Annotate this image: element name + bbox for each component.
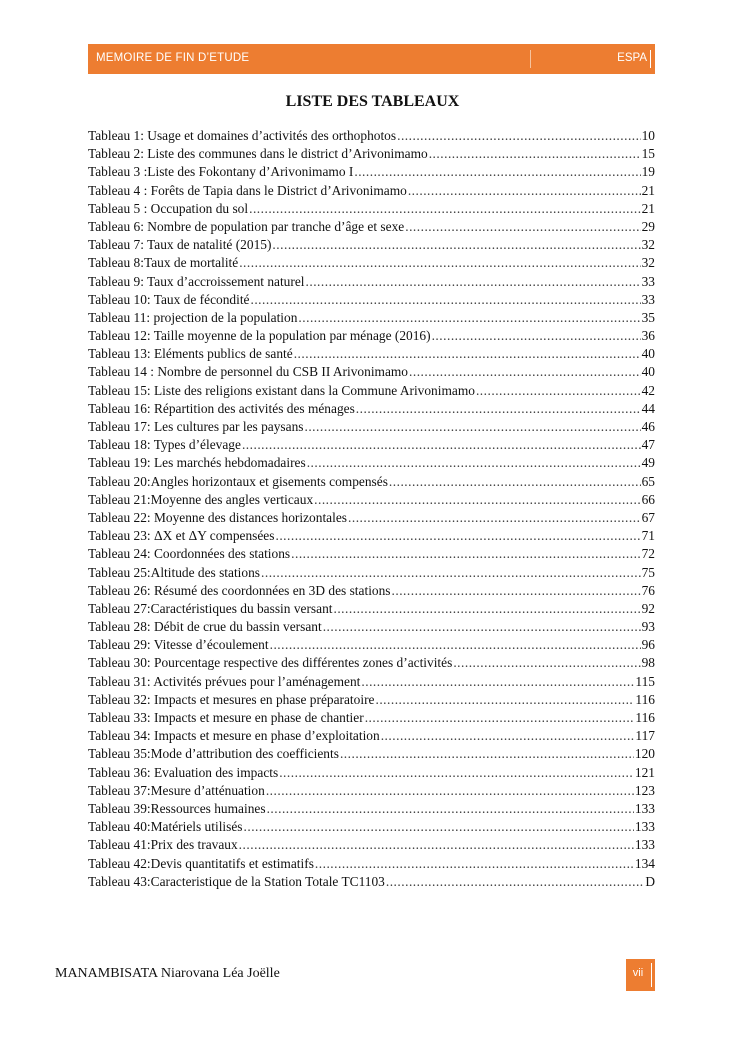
toc-entry[interactable] (88, 818, 655, 836)
toc-leader-dots (354, 163, 640, 181)
toc-entry-page: 133 (634, 800, 655, 816)
toc-leader-dots (397, 127, 641, 145)
toc-entry-page: 116 (635, 691, 655, 707)
toc-entry-label: Tableau 20:Angles horizontaux et gisements compensés (88, 473, 388, 489)
toc-entry-page: 115 (635, 673, 655, 689)
toc-leader-dots (266, 782, 634, 800)
toc-entry-page: 21 (641, 182, 655, 198)
toc-entry-page: 19 (641, 164, 655, 180)
toc-entry[interactable] (88, 127, 655, 145)
toc-entry[interactable] (88, 327, 655, 345)
toc-entry-page: 117 (635, 728, 655, 744)
toc-entry-label: Tableau 10: Taux de fécondité (88, 291, 250, 307)
toc-entry[interactable] (88, 254, 655, 272)
toc-entry-page: 46 (641, 419, 655, 434)
toc-leader-dots (409, 363, 641, 381)
toc-entry-label: Tableau 42:Devis quantitatifs et estimatifs (88, 855, 314, 871)
toc-entry[interactable] (88, 236, 655, 254)
toc-entry-label: Tableau 17: Les cultures par les paysans (88, 419, 304, 434)
toc-entry-label: Tableau 26: Résumé des coordonnées en 3D des stations (88, 582, 391, 598)
toc-entry-label: Tableau 18: Types d’élevage (88, 437, 241, 453)
toc-entry[interactable] (88, 182, 655, 200)
toc-entry-label: Tableau 40:Matériels utilisés (88, 819, 243, 835)
page-title: LISTE DES TABLEAUX (285, 93, 460, 110)
toc-entry-page: 29 (641, 218, 655, 234)
toc-entry-label: Tableau 6: Nombre de population par tranche d’âge et sexe (88, 218, 405, 234)
toc-entry-page: 134 (634, 855, 655, 871)
toc-entry-page: 121 (634, 764, 655, 780)
toc-leader-dots (348, 509, 641, 527)
toc-entry-label: Tableau 22: Moyenne des distances horizontales (88, 509, 347, 525)
toc-entry[interactable] (88, 545, 655, 563)
toc-leader-dots (298, 309, 640, 327)
toc-entry-label: Tableau 21:Moyenne des angles verticaux (88, 491, 314, 507)
header-right-divider (650, 50, 651, 68)
toc-entry[interactable] (88, 273, 655, 291)
toc-leader-dots (476, 382, 641, 400)
toc-entry[interactable] (88, 491, 655, 509)
toc-entry-page: 93 (641, 619, 655, 635)
toc-entry-page: 44 (641, 400, 655, 416)
toc-entry[interactable] (88, 618, 655, 636)
toc-leader-dots (291, 545, 640, 563)
toc-entry-page: 33 (641, 291, 655, 307)
toc-entry[interactable] (88, 873, 655, 891)
toc-entry[interactable] (88, 600, 655, 618)
toc-entry-label: Tableau 43:Caracteristique de la Station Totale TC1103 (88, 873, 385, 889)
toc-entry-page: 36 (641, 328, 655, 344)
toc-leader-dots (381, 727, 635, 745)
toc-entry[interactable] (88, 745, 655, 763)
toc-entry-page: 92 (641, 600, 655, 616)
toc-entry-label: Tableau 13: Eléments publics de santé (88, 346, 293, 362)
toc-leader-dots (261, 564, 641, 582)
toc-leader-dots (307, 454, 641, 472)
toc-entry[interactable] (88, 163, 655, 181)
toc-entry[interactable] (88, 418, 655, 436)
toc-leader-dots (250, 291, 640, 309)
toc-entry-label: Tableau 14 : Nombre de personnel du CSB II Arivonimamo (88, 364, 409, 380)
toc-entry-label: Tableau 31: Activités prévues pour l’aménagement (88, 673, 361, 689)
toc-entry[interactable] (88, 382, 655, 400)
toc-leader-dots (275, 527, 640, 545)
toc-entry-label: Tableau 2: Liste des communes dans le district d’Arivonimamo (88, 146, 428, 162)
toc-entry[interactable] (88, 400, 655, 418)
toc-entry-label: Tableau 19: Les marchés hebdomadaires (88, 455, 306, 471)
toc-leader-dots (244, 818, 634, 836)
toc-entry-page: 123 (634, 782, 655, 798)
footer-author: MANAMBISATA Niarovana Léa Joëlle (55, 966, 280, 981)
toc-leader-dots (361, 673, 634, 691)
toc-leader-dots (294, 345, 641, 363)
toc-entry[interactable] (88, 473, 655, 491)
toc-entry[interactable] (88, 673, 655, 691)
table-list (88, 127, 655, 891)
header-divider (530, 50, 531, 68)
toc-entry-page: 15 (641, 146, 655, 162)
toc-leader-dots (315, 855, 634, 873)
toc-entry[interactable] (88, 363, 655, 381)
toc-entry-page: 42 (641, 382, 655, 398)
toc-entry[interactable] (88, 855, 655, 873)
footer-divider (651, 963, 652, 987)
toc-leader-dots (356, 400, 641, 418)
toc-leader-dots (389, 473, 641, 491)
toc-leader-dots (386, 873, 644, 891)
toc-leader-dots (405, 218, 640, 236)
toc-leader-dots (432, 327, 641, 345)
toc-entry-page: 49 (641, 455, 655, 471)
page-number-box (626, 959, 655, 991)
toc-entry-label: Tableau 37:Mesure d’atténuation (88, 782, 265, 798)
toc-entry-label: Tableau 11: projection de la population (88, 309, 298, 325)
toc-entry-label: Tableau 5 : Occupation du sol (88, 200, 249, 216)
toc-leader-dots (239, 254, 640, 272)
toc-entry-page: 40 (641, 364, 655, 380)
toc-entry[interactable] (88, 636, 655, 654)
toc-entry[interactable] (88, 309, 655, 327)
toc-leader-dots (272, 236, 640, 254)
toc-entry-page: D (645, 873, 655, 889)
toc-entry[interactable] (88, 145, 655, 163)
toc-leader-dots (279, 764, 634, 782)
toc-entry-label: Tableau 29: Vitesse d’écoulement (88, 637, 269, 653)
toc-entry-page: 133 (634, 837, 655, 853)
toc-entry[interactable] (88, 564, 655, 582)
toc-entry-label: Tableau 36: Evaluation des impacts (88, 764, 279, 780)
toc-entry-page: 116 (635, 710, 655, 725)
toc-entry-page: 75 (641, 564, 655, 580)
toc-entry-page: 35 (641, 309, 655, 325)
header-school: ESPA (617, 52, 647, 64)
toc-leader-dots (314, 491, 640, 509)
toc-entry[interactable] (88, 436, 655, 454)
toc-entry-label: Tableau 39:Ressources humaines (88, 800, 266, 816)
toc-leader-dots (242, 436, 641, 454)
page-number: vii (632, 967, 644, 979)
toc-entry[interactable] (88, 782, 655, 800)
toc-entry-label: Tableau 12: Taille moyenne de la population par ménage (2016) (88, 328, 431, 344)
toc-entry-page: 47 (641, 437, 655, 453)
toc-entry-label: Tableau 7: Taux de natalité (2015) (88, 237, 272, 253)
toc-entry[interactable] (88, 509, 655, 527)
toc-entry-label: Tableau 35:Mode d’attribution des coefficients (88, 746, 339, 762)
toc-leader-dots (270, 636, 641, 654)
toc-entry-label: Tableau 27:Caractéristiques du bassin versant (88, 600, 333, 616)
toc-entry-page: 71 (641, 528, 655, 544)
toc-entry-page: 133 (634, 819, 655, 835)
toc-entry-label: Tableau 30: Pourcentage respective des différentes zones d’activités (88, 655, 453, 671)
toc-leader-dots (453, 654, 640, 672)
toc-entry-page: 33 (641, 273, 655, 289)
toc-leader-dots (304, 418, 640, 436)
toc-entry[interactable] (88, 454, 655, 472)
toc-entry-label: Tableau 4 : Forêts de Tapia dans le District d’Arivonimamo (88, 182, 407, 198)
toc-entry-page: 76 (641, 582, 655, 598)
toc-entry[interactable] (88, 727, 655, 745)
toc-entry-page: 32 (641, 255, 655, 271)
toc-entry-label: Tableau 25:Altitude des stations (88, 564, 260, 580)
toc-entry-page: 10 (641, 128, 655, 143)
toc-entry-label: Tableau 8:Taux de mortalité (88, 255, 239, 271)
toc-entry-label: Tableau 41:Prix des travaux (88, 837, 238, 853)
toc-leader-dots (365, 709, 635, 727)
toc-entry[interactable] (88, 800, 655, 818)
toc-leader-dots (267, 800, 634, 818)
toc-entry-page: 21 (641, 200, 655, 216)
toc-entry[interactable] (88, 836, 655, 854)
toc-entry[interactable] (88, 527, 655, 545)
toc-leader-dots (306, 273, 641, 291)
toc-leader-dots (408, 182, 641, 200)
toc-entry-page: 96 (641, 637, 655, 653)
toc-entry-page: 98 (641, 655, 655, 671)
toc-entry-label: Tableau 15: Liste des religions existant dans la Commune Arivonimamo (88, 382, 475, 398)
toc-entry-page: 66 (641, 491, 655, 507)
header-title: MEMOIRE DE FIN D’ETUDE (96, 52, 250, 64)
toc-entry-label: Tableau 1: Usage et domaines d’activités des orthophotos (88, 128, 397, 143)
toc-entry-page: 67 (641, 509, 655, 525)
toc-entry[interactable] (88, 218, 655, 236)
toc-entry-page: 120 (634, 746, 655, 762)
toc-entry-label: Tableau 33: Impacts et mesure en phase de chantier (88, 710, 364, 725)
toc-entry[interactable] (88, 291, 655, 309)
toc-entry-label: Tableau 9: Taux d’accroissement naturel (88, 273, 305, 289)
toc-leader-dots (249, 200, 641, 218)
toc-leader-dots (239, 836, 634, 854)
toc-entry-label: Tableau 28: Débit de crue du bassin versant (88, 619, 322, 635)
toc-leader-dots (429, 145, 641, 163)
toc-entry[interactable] (88, 691, 655, 709)
toc-leader-dots (392, 582, 641, 600)
toc-entry[interactable] (88, 709, 655, 727)
toc-leader-dots (323, 618, 641, 636)
toc-entry[interactable] (88, 200, 655, 218)
toc-entry[interactable] (88, 582, 655, 600)
toc-entry-label: Tableau 3 :Liste des Fokontany d’Arivonimamo I (88, 164, 354, 180)
page-header (88, 44, 655, 74)
toc-entry-label: Tableau 16: Répartition des activités des ménages (88, 400, 355, 416)
toc-entry[interactable] (88, 764, 655, 782)
toc-entry-page: 65 (641, 473, 655, 489)
toc-entry-page: 32 (641, 237, 655, 253)
toc-entry[interactable] (88, 654, 655, 672)
toc-leader-dots (375, 691, 634, 709)
toc-entry-label: Tableau 34: Impacts et mesure en phase d’exploitation (88, 728, 380, 744)
toc-entry-page: 40 (641, 346, 655, 362)
toc-entry-page: 72 (641, 546, 655, 562)
toc-leader-dots (333, 600, 640, 618)
toc-leader-dots (340, 745, 634, 763)
toc-entry-label: Tableau 24: Coordonnées des stations (88, 546, 291, 562)
toc-entry[interactable] (88, 345, 655, 363)
toc-entry-label: Tableau 32: Impacts et mesures en phase préparatoire (88, 691, 375, 707)
toc-entry-label: Tableau 23: ΔX et ΔY compensées (88, 528, 275, 544)
